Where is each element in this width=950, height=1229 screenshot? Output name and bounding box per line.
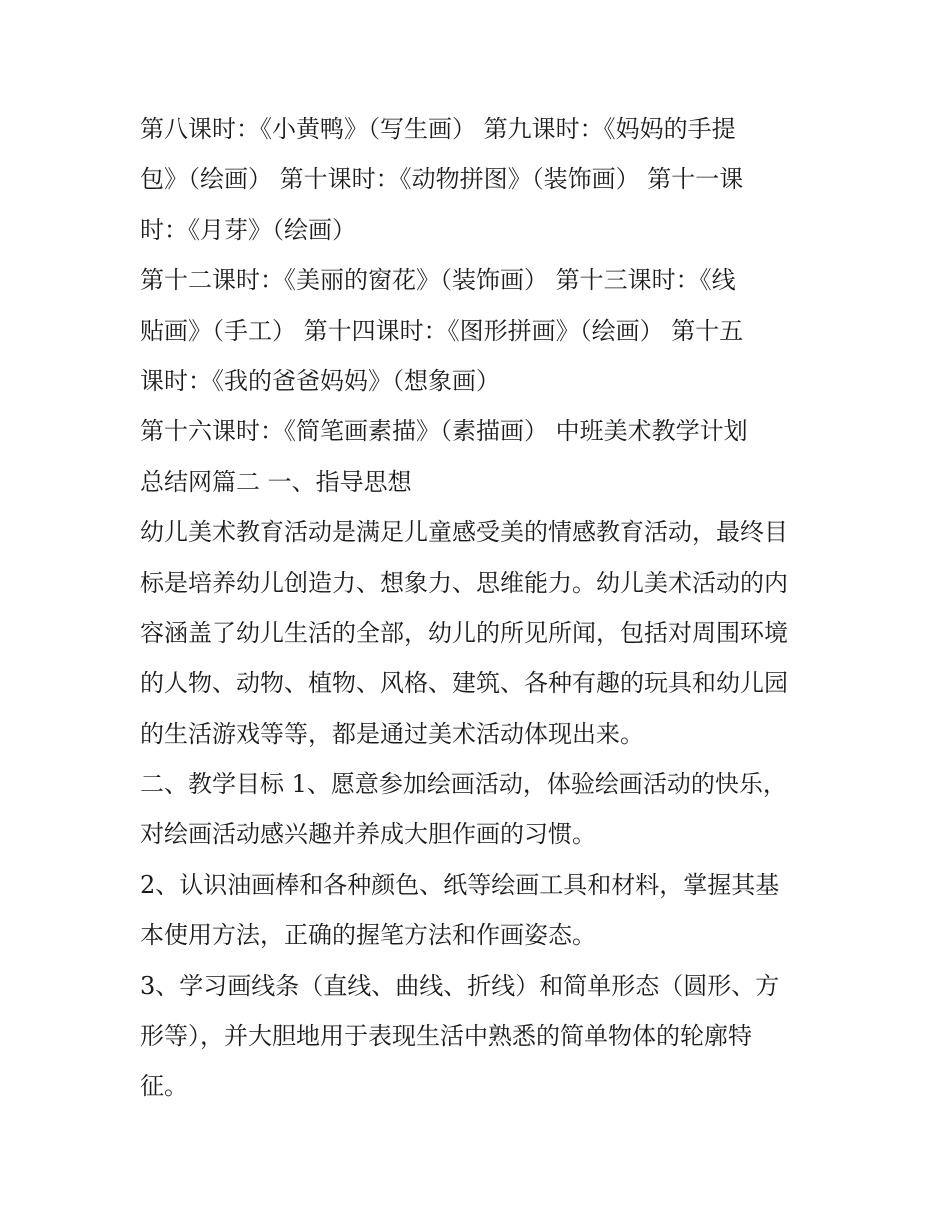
text-line: 对绘画活动感兴趣并养成大胆作画的习惯。 [140,820,596,849]
text-line: 容涵盖了幼儿生活的全部，幼儿的所见所闻，包括对周围环境 [140,618,788,647]
text-line: 包》（绘画） 第十课时：《动物拼图》（装饰画） 第十一课 [140,165,744,194]
text-line: 第十二课时：《美丽的窗花》（装饰画） 第十三课时：《线 [140,266,736,295]
text-line: 课时：《我的爸爸妈妈》（想象画） [140,366,500,395]
text-line: 贴画》（手工） 第十四课时：《图形拼画》（绘画） 第十五 [140,316,744,345]
text-line: 形等），并大胆地用于表现生活中熟悉的简单物体的轮廓特 [140,1022,752,1051]
text-line: 幼儿美术教育活动是满足儿童感受美的情感教育活动，最终目 [140,518,788,547]
text-line: 二、教学目标 1、愿意参加绘画活动，体验绘画活动的快乐， [140,770,787,799]
text-line: 的人物、动物、植物、风格、建筑、各种有趣的玩具和幼儿园 [140,669,788,698]
text-line: 标是培养幼儿创造力、想象力、思维能力。幼儿美术活动的内 [140,568,788,597]
text-line: 第八课时：《小黄鸭》（写生画） 第九课时：《妈妈的手提 [140,115,736,143]
text-line: 时：《月芽》（绘画） [140,215,356,244]
text-line: 2、认识油画棒和各种颜色、纸等绘画工具和材料，掌握其基 [140,870,780,899]
text-line: 的生活游戏等等，都是通过美术活动体现出来。 [140,719,644,748]
text-line: 征。 [140,1072,188,1101]
document-body [140,104,830,1112]
text-line: 第十六课时：《简笔画素描》（素描画） 中班美术教学计划 [140,417,748,446]
text-line: 本使用方法，正确的握笔方法和作画姿态。 [140,921,596,950]
text-line: 总结网篇二 一、指导思想 [140,467,412,496]
text-line: 3、学习画线条（直线、曲线、折线）和简单形态（圆形、方 [140,971,780,1000]
